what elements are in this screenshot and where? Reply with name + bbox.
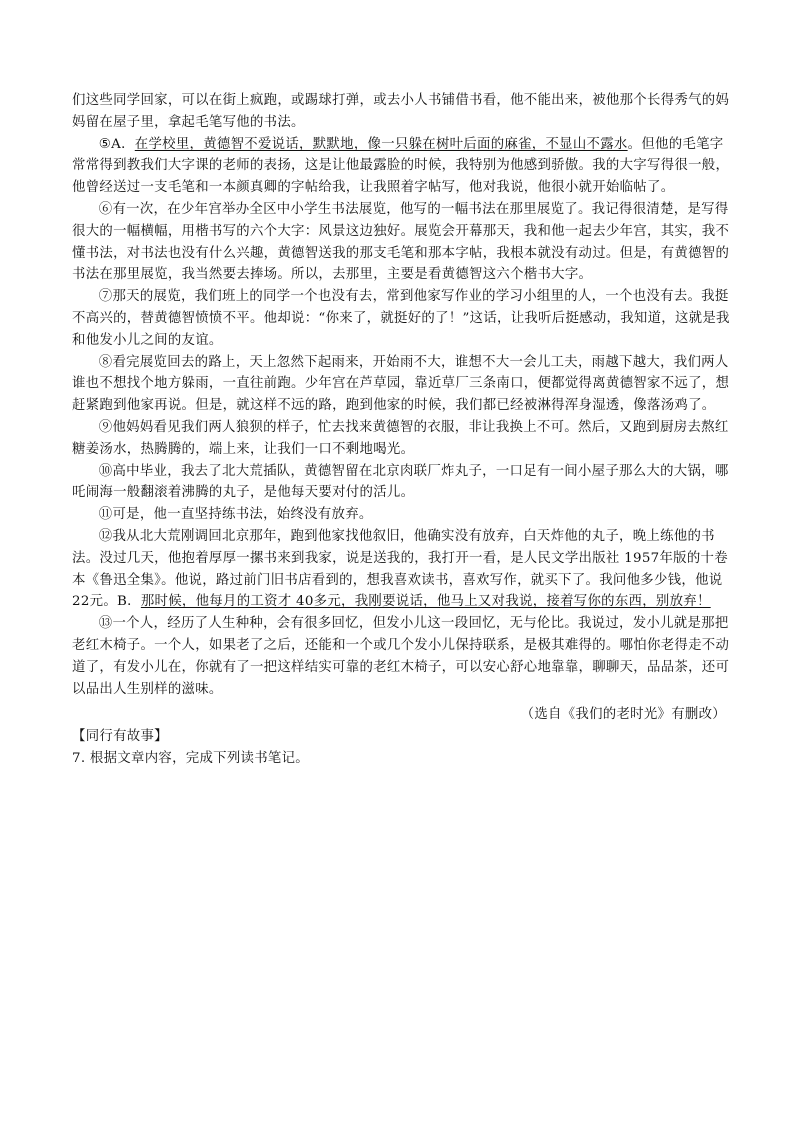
paragraph-9: ⑨他妈妈看见我们两人狼狈的样子，忙去找来黄德智的衣服，非让我换上不可。然后，又跑到厨房去熬红糖姜汤水，热腾腾的，端上来，让我们一口不剩地喝光。 xyxy=(72,419,729,457)
paragraph-continued: 们这些同学回家，可以在街上疯跑，或踢球打弹，或去小人书铺借书看，他不能出来，被他那个长得秀气的妈妈留在屋子里，拿起毛笔写他的书法。 xyxy=(72,93,730,130)
section-title: 【同行有故事】 xyxy=(72,729,168,745)
paragraph-13: ⑬一个人，经历了人生种种，会有很多回忆，但发小儿这一段回忆，无与伦比。我说过，发小儿就是那把老红木椅子。一个人，如果老了之后，还能和一个或几个发小儿保持联系，是极其难得的。哪怕你老得走不动道了，有发小儿在，你就有了一把这样结实可靠的老红木椅子，可以安心舒心地靠靠，聊聊天，品品茶，还可以品出人生别样的滋味。 xyxy=(72,616,730,697)
question-7: 7. 根据文章内容，完成下列读书笔记。 xyxy=(72,750,309,766)
paragraph-10: ⑩高中毕业，我去了北大荒插队，黄德智留在北京肉联厂炸丸子，一口足有一间小屋子那么大的大锅，哪吒闹海一般翻滚着沸腾的丸子，是他每天要对付的活儿。 xyxy=(72,463,729,501)
paragraph-8: ⑧看完展览回去的路上，天上忽然下起雨来，开始雨不大，谁想不大一会儿工夫，雨越下越大，我们两人谁也不想找个地方躲雨，一直往前跑。少年宫在芦草园，靠近草厂三条南口，便都觉得离黄德智家不远了，想赶紧跑到他家再说。但是，就这样不远的路，跑到他家的时候，我们都已经被淋得浑身湿透，像落汤鸡了。 xyxy=(72,354,730,414)
paragraph-12-underlined: 那时候，他每月的工资才 40多元，我刚要说话，他马上又对我说，接着写你的东西，别放弃！ xyxy=(140,594,711,610)
source-citation: （选自《我们的老时光》有删改） xyxy=(520,707,726,723)
document-body xyxy=(72,90,732,770)
paragraph-7: ⑦那天的展览，我们班上的同学一个也没有去，常到他家写作业的学习小组里的人，一个也没有去。我挺不高兴的，替黄德智愤愤不平。他却说：“你来了，就挺好的了！”这话，让我听后挺感动，我知道，这就是我和他发小儿之间的友谊。 xyxy=(72,289,730,348)
paragraph-12-text: ⑫我从北大荒刚调回北京那年，跑到他家找他叙旧，他确实没有放弃，白天炸他的丸子，晚上练他的书法。没过几天，他抱着厚厚一摞书来到我家，说是送我的，我打开一看，是人民文学出版社 1957年版的十卷本《鲁迅全集》。他说，路过前门旧书店看到的，想我喜欢读书，喜欢写作，就买下了。我问他多少钱，他说 22元。B． xyxy=(72,528,728,610)
paragraph-6: ⑥有一次，在少年宫举办全区中小学生书法展览，他写的一幅书法在那里展览了。我记得很清楚，是写得很大的一幅横幅，用楷书写的六个大字：风景这边独好。展览会开幕那天，我和他一起去少年宫，其实，我不懂书法，对书法也没有什么兴趣，黄德智送我的那支毛笔和那本字帖，我根本就没有动过。但是，有黄德智的书法在那里展览，我当然要去捧场。所以，去那里，主要是看黄德智这六个楷书大字。 xyxy=(72,201,730,283)
paragraph-5-rest: 。但他的毛笔字常常得到教我们大字课的老师的表扬，这是让他最露脸的时候，我特别为他感到骄傲。我的大字写得很一般，他曾经送过一支毛笔和一本颜真卿的字帖给我，让我照着字帖写，他对我说，他很小就开始临帖了。 xyxy=(72,136,730,196)
paragraph-5-prefix: ⑤A． xyxy=(98,136,135,152)
paragraph-5-underlined: 在学校里，黄德智不爱说话，默默地，像一只躲在树叶后面的麻雀，不显山不露水 xyxy=(134,136,628,152)
paragraph-5 xyxy=(72,134,732,199)
paragraph-11: ⑪可是，他一直坚持练书法，始终没有放弃。 xyxy=(98,507,373,523)
paragraph-12 xyxy=(72,526,732,613)
